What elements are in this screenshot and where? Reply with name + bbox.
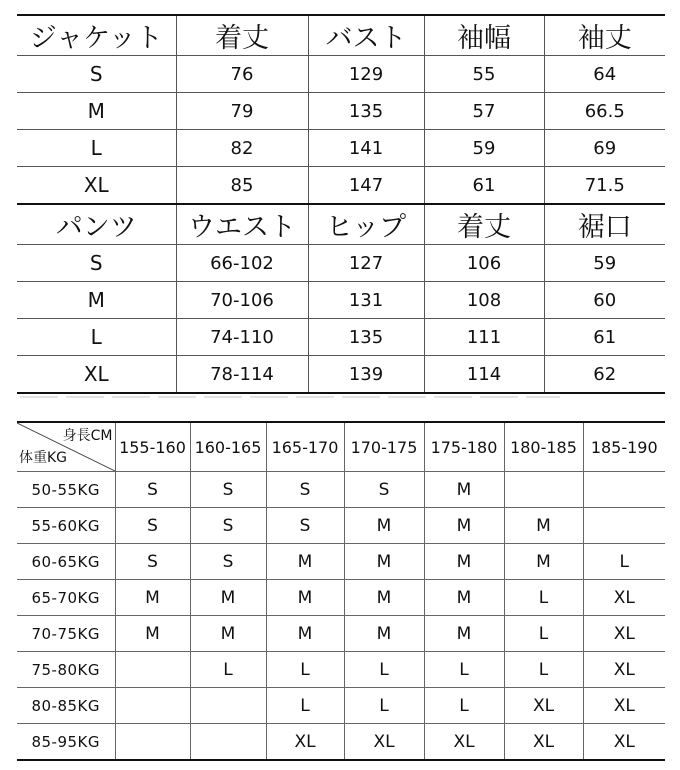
recommended-size-cell: L	[266, 652, 344, 688]
recommended-size-cell: L	[504, 652, 583, 688]
recommended-size-cell: L	[504, 580, 583, 616]
recommended-size-cell: S	[115, 508, 190, 544]
jacket-size-row	[17, 56, 665, 93]
height-range-header: 175-180	[424, 422, 504, 472]
size-label: S	[17, 56, 176, 93]
measurement-cell: 62	[544, 356, 665, 394]
height-header-row	[17, 422, 665, 472]
measurement-cell: 60	[544, 282, 665, 319]
column-header: 袖幅	[424, 15, 544, 56]
height-range-header: 170-175	[344, 422, 424, 472]
recommended-size-cell: M	[424, 472, 504, 508]
recommended-size-cell: L	[504, 616, 583, 652]
recommended-size-cell: M	[115, 616, 190, 652]
measurement-cell: 106	[424, 245, 544, 282]
column-header: ジャケット	[17, 15, 176, 56]
recommended-size-cell: M	[115, 580, 190, 616]
recommended-size-cell: S	[190, 508, 266, 544]
column-header: ウエスト	[176, 204, 308, 245]
column-header: 裾口	[544, 204, 665, 245]
faint-divider-artifact	[20, 396, 560, 398]
recommended-size-cell: M	[344, 508, 424, 544]
weight-range-label: 85-95KG	[17, 724, 115, 761]
column-header: ヒップ	[308, 204, 424, 245]
recommended-size-cell: S	[115, 472, 190, 508]
column-header: 着丈	[424, 204, 544, 245]
weight-range-label: 80-85KG	[17, 688, 115, 724]
column-header: バスト	[308, 15, 424, 56]
jacket-size-row	[17, 167, 665, 205]
jacket-size-row	[17, 130, 665, 167]
recommended-size-cell: M	[344, 580, 424, 616]
recommended-size-cell: S	[115, 544, 190, 580]
measurement-cell: 64	[544, 56, 665, 93]
column-header: パンツ	[17, 204, 176, 245]
jacket-header-row	[17, 15, 665, 56]
weight-row	[17, 580, 665, 616]
recommended-size-cell: M	[266, 544, 344, 580]
measurement-cell: 114	[424, 356, 544, 394]
measurement-cell: 131	[308, 282, 424, 319]
weight-row	[17, 472, 665, 508]
recommended-size-cell: L	[344, 652, 424, 688]
measurement-cell: 147	[308, 167, 424, 205]
size-label: L	[17, 130, 176, 167]
size-label: M	[17, 93, 176, 130]
recommended-size-cell: M	[266, 580, 344, 616]
weight-row	[17, 508, 665, 544]
weight-range-label: 50-55KG	[17, 472, 115, 508]
recommended-size-cell: XL	[344, 724, 424, 761]
recommended-size-cell: L	[190, 652, 266, 688]
recommended-size-cell	[190, 688, 266, 724]
column-header: 着丈	[176, 15, 308, 56]
weight-axis-label: 体重KG	[19, 450, 68, 466]
pants-size-row	[17, 245, 665, 282]
measurement-cell: 61	[424, 167, 544, 205]
recommended-size-cell: S	[190, 544, 266, 580]
recommended-size-cell: M	[190, 580, 266, 616]
recommended-size-cell: M	[504, 508, 583, 544]
recommended-size-cell: M	[424, 616, 504, 652]
recommended-size-cell	[115, 724, 190, 761]
measurement-cell: 59	[544, 245, 665, 282]
measurement-cell: 82	[176, 130, 308, 167]
recommended-size-cell: XL	[583, 616, 665, 652]
height-range-header: 165-170	[266, 422, 344, 472]
weight-range-label: 65-70KG	[17, 580, 115, 616]
measurement-cell: 61	[544, 319, 665, 356]
recommended-size-cell: L	[583, 544, 665, 580]
recommended-size-cell: M	[424, 544, 504, 580]
recommended-size-cell: XL	[266, 724, 344, 761]
weight-row	[17, 616, 665, 652]
measurement-cell: 79	[176, 93, 308, 130]
recommended-size-cell: S	[266, 508, 344, 544]
height-range-header: 160-165	[190, 422, 266, 472]
weight-range-label: 60-65KG	[17, 544, 115, 580]
measurement-cell: 71.5	[544, 167, 665, 205]
measurement-cell: 70-106	[176, 282, 308, 319]
recommended-size-cell: XL	[583, 580, 665, 616]
measurement-cell: 74-110	[176, 319, 308, 356]
jacket-size-row	[17, 93, 665, 130]
measurement-cell: 76	[176, 56, 308, 93]
size-label: L	[17, 319, 176, 356]
size-label: S	[17, 245, 176, 282]
measurement-cell: 108	[424, 282, 544, 319]
pants-size-row	[17, 319, 665, 356]
recommended-size-cell: M	[190, 616, 266, 652]
recommended-size-cell: S	[266, 472, 344, 508]
pants-header-row	[17, 204, 665, 245]
recommended-size-cell: L	[424, 688, 504, 724]
weight-row	[17, 544, 665, 580]
recommended-size-cell	[583, 472, 665, 508]
measurement-cell: 139	[308, 356, 424, 394]
height-axis-label: 身長CM	[62, 428, 113, 444]
measurement-cell: 78-114	[176, 356, 308, 394]
measurement-cell: 57	[424, 93, 544, 130]
recommended-size-cell: XL	[504, 724, 583, 761]
recommended-size-cell: M	[504, 544, 583, 580]
measurement-cell: 135	[308, 319, 424, 356]
measurement-cell: 141	[308, 130, 424, 167]
measurement-cell: 55	[424, 56, 544, 93]
measurement-cell: 127	[308, 245, 424, 282]
size-label: XL	[17, 167, 176, 205]
recommended-size-cell: L	[424, 652, 504, 688]
recommended-size-cell	[115, 688, 190, 724]
recommended-size-cell: XL	[583, 724, 665, 761]
measurement-cell: 69	[544, 130, 665, 167]
recommended-size-cell: S	[344, 472, 424, 508]
weight-row	[17, 652, 665, 688]
recommended-size-cell: M	[344, 616, 424, 652]
recommended-size-cell: XL	[583, 688, 665, 724]
recommended-size-cell	[190, 724, 266, 761]
weight-row	[17, 724, 665, 761]
measurement-cell: 135	[308, 93, 424, 130]
size-recommendation-chart	[17, 421, 665, 761]
recommended-size-cell	[583, 508, 665, 544]
weight-range-label: 75-80KG	[17, 652, 115, 688]
recommended-size-cell: L	[344, 688, 424, 724]
measurement-cell: 59	[424, 130, 544, 167]
corner-cell	[17, 422, 115, 472]
height-range-header: 185-190	[583, 422, 665, 472]
recommended-size-cell: XL	[504, 688, 583, 724]
size-label: XL	[17, 356, 176, 394]
recommended-size-cell: M	[266, 616, 344, 652]
recommended-size-cell	[504, 472, 583, 508]
measurement-cell: 85	[176, 167, 308, 205]
weight-range-label: 55-60KG	[17, 508, 115, 544]
recommended-size-cell: M	[424, 508, 504, 544]
weight-row	[17, 688, 665, 724]
column-header: 袖丈	[544, 15, 665, 56]
recommended-size-cell: XL	[583, 652, 665, 688]
measurement-cell: 129	[308, 56, 424, 93]
pants-size-row	[17, 356, 665, 394]
height-range-header: 155-160	[115, 422, 190, 472]
recommended-size-cell: XL	[424, 724, 504, 761]
size-label: M	[17, 282, 176, 319]
weight-range-label: 70-75KG	[17, 616, 115, 652]
garment-measurement-table	[17, 14, 665, 394]
recommended-size-cell: L	[266, 688, 344, 724]
height-range-header: 180-185	[504, 422, 583, 472]
recommended-size-cell: M	[344, 544, 424, 580]
recommended-size-cell	[115, 652, 190, 688]
recommended-size-cell: S	[190, 472, 266, 508]
recommended-size-cell: M	[424, 580, 504, 616]
measurement-cell: 66-102	[176, 245, 308, 282]
measurement-cell: 111	[424, 319, 544, 356]
measurement-cell: 66.5	[544, 93, 665, 130]
pants-size-row	[17, 282, 665, 319]
